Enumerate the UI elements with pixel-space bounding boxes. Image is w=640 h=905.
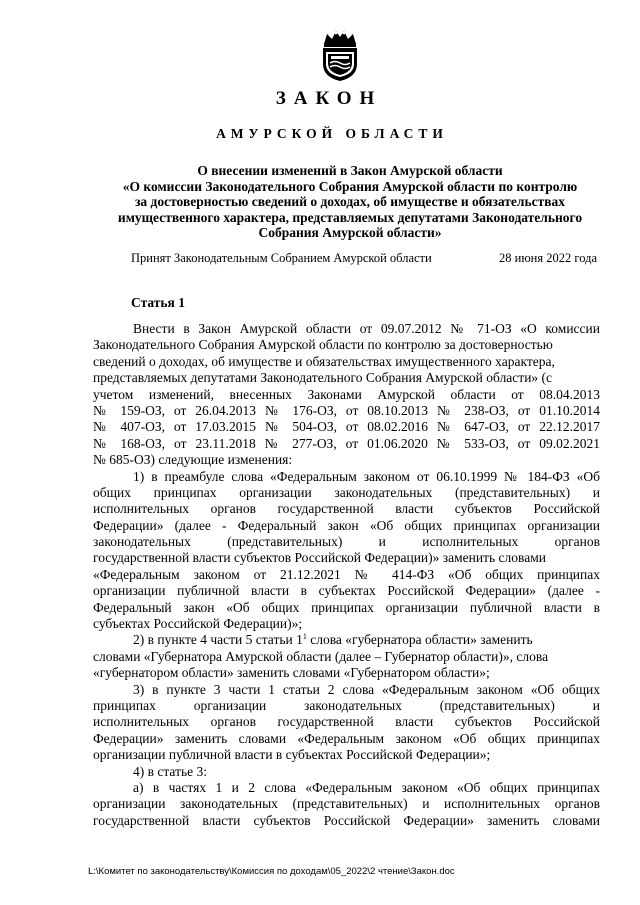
file-path-footer: L:\Комитет по законодательству\Комиссия по доходам\05_2022\2 чтение\Закон.doc xyxy=(88,866,455,877)
title-line: Собрания Амурской области» xyxy=(258,225,442,240)
superscript: 1 xyxy=(302,632,307,642)
adoption-line xyxy=(131,251,597,266)
title-line: имущественного характера, представляемых депутатами Законодательного xyxy=(117,209,583,225)
body-line: № 685-ОЗ) следующие изменения: xyxy=(93,452,293,468)
body-line: организации публичной власти в субъектах Российской Федерации»; xyxy=(93,747,491,763)
body-line: исполнительных органов государственной власти субъектов Российской xyxy=(93,714,600,730)
body-line: законодательных (представительных) и исполнительных органов xyxy=(93,534,600,550)
body-line: государственной власти субъектов Российской Федерации» заменить словами xyxy=(93,812,600,828)
title-line: «О комиссии Законодательного Собрания Амурской области по контролю xyxy=(122,178,578,194)
body-text-fragment: 2) в пункте 4 части 5 статьи 1 xyxy=(133,632,303,648)
title-line: О внесении изменений в Закон Амурской области xyxy=(197,163,503,178)
article-body xyxy=(93,321,600,829)
adoption-text: Принят Законодательным Собранием Амурской области xyxy=(131,251,432,265)
body-line: учетом изменений, внесенных Законами Амурской области от 08.04.2013 xyxy=(93,386,600,402)
document-title xyxy=(90,163,610,241)
body-line: Федерации» (далее - Федеральный закон «Об общих принципах организации xyxy=(93,517,600,533)
body-line: Внести в Закон Амурской области от 09.07.2012 № 71-ОЗ «О комиссии xyxy=(133,321,600,336)
region-title: АМУРСКОЙ ОБЛАСТИ xyxy=(216,126,448,141)
article-heading: Статья 1 xyxy=(131,295,185,310)
body-text-fragment: слова «губернатора области» заменить xyxy=(306,632,533,648)
body-line: сведений о доходах, об имуществе и обязательствах имущественного характера, xyxy=(93,353,555,369)
amur-region-coat-of-arms-icon xyxy=(318,30,362,82)
body-line: «Федеральным законом от 21.12.2021 № 414-ФЗ «Об общих принципах xyxy=(93,566,600,582)
body-line: 1) в преамбуле слова «Федеральным законом от 06.10.1999 № 184-ФЗ «Об xyxy=(133,468,600,484)
body-line: организации публичной власти в субъектах Российской Федерации» (далее - xyxy=(93,583,600,599)
body-line: а) в частях 1 и 2 слова «Федеральным законом «Об общих принципах xyxy=(133,779,600,795)
body-line: словами «Губернатора Амурской области (далее – Губернатор области)», слова xyxy=(93,648,549,664)
body-line: принципах организации законодательных (представительных) и xyxy=(93,697,600,713)
body-line: субъектах Российской Федерации)»; xyxy=(93,616,303,632)
body-line: Федеральный закон «Об общих принципах организации публичной власти в xyxy=(93,599,600,615)
law-title: ЗАКОН xyxy=(275,88,383,109)
body-line: Законодательного Собрания Амурской области по контролю за достоверностью xyxy=(93,337,553,353)
body-line: «губернатором области» заменить словами «Губернатором области»; xyxy=(93,665,490,681)
adoption-date: 28 июня 2022 года xyxy=(499,251,597,265)
body-line: исполнительных органов государственной власти субъектов Российской xyxy=(93,501,600,517)
body-line: общих принципах организации законодательных (представительных) и xyxy=(93,484,600,500)
body-line: Федерации» заменить словами «Федеральным законом «Об общих принципах xyxy=(93,730,600,746)
body-line: представляемых депутатами Законодательного Собрания Амурской области» (с xyxy=(93,370,553,386)
body-line: № 407-ОЗ, от 17.03.2015 № 504-ОЗ, от 08.02.2016 № 647-ОЗ, от 22.12.2017 xyxy=(93,419,600,435)
title-line: за достоверностью сведений о доходах, об имуществе и обязательствах xyxy=(134,194,566,209)
body-line: 4) в статье 3: xyxy=(133,763,207,779)
body-line: № 168-ОЗ, от 23.11.2018 № 277-ОЗ, от 01.06.2020 № 533-ОЗ, от 09.02.2021 xyxy=(93,435,600,451)
body-line xyxy=(93,632,600,648)
body-line: 3) в пункте 3 части 1 статьи 2 слова «Федеральным законом «Об общих xyxy=(133,681,600,697)
body-line: организации законодательных (представительных) и исполнительных органов xyxy=(93,796,600,812)
body-line: государственной власти субъектов Российской Федерации)» заменить словами xyxy=(93,550,546,566)
body-line: № 159-ОЗ, от 26.04.2013 № 176-ОЗ, от 08.10.2013 № 238-ОЗ, от 01.10.2014 xyxy=(93,402,600,418)
